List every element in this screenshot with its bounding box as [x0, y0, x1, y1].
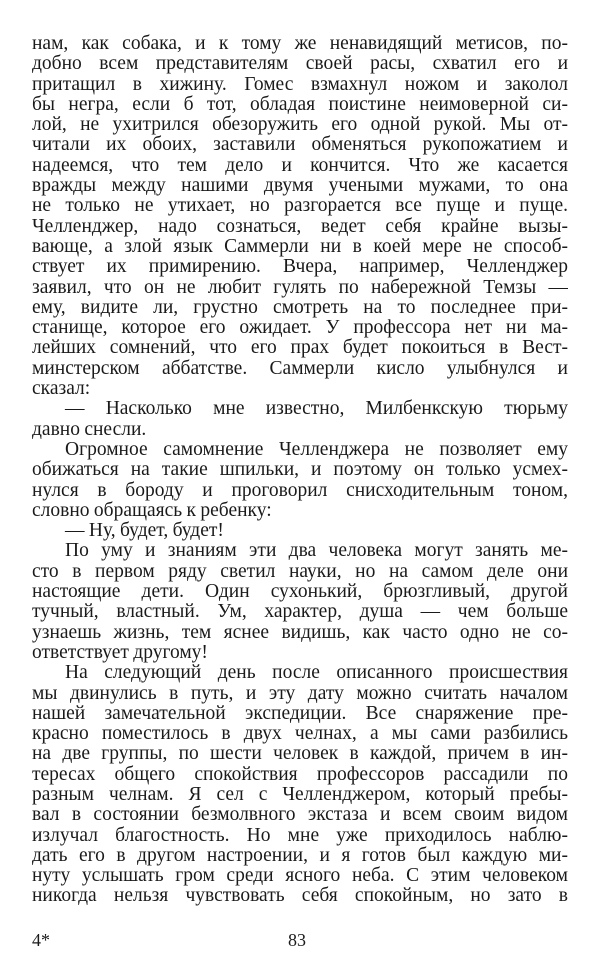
- book-page-text: [32, 34, 568, 907]
- text-line: обижаться на такие шпильки, и поэтому он только усмех-: [32, 460, 568, 481]
- text-line: притащил в хижину. Гомес взмахнул ножом и заколол: [32, 74, 568, 95]
- text-line: Челленджер, надо сознаться, ведет себя крайне вызы-: [32, 216, 568, 237]
- text-line: узнаешь жизнь, тем яснее видишь, как часто одно не со-: [32, 622, 568, 643]
- paragraph: [32, 440, 568, 521]
- page-number: 83: [288, 930, 306, 950]
- text-line: лейших сомнений, что его прах будет покоиться в Вест-: [32, 338, 568, 359]
- text-line: заявил, что он не любит гулять по набережной Темзы —: [32, 277, 568, 298]
- text-line: вражды между нашими двумя учеными мужами, то она: [32, 176, 568, 197]
- text-line: добно всем представителям своей расы, схватил его и: [32, 54, 568, 75]
- paragraph: [32, 663, 568, 907]
- text-line: никогда нельзя чувствовать себя спокойным, но зато в: [32, 886, 568, 907]
- text-line: красно поместилось в двух челнах, а мы сами разбились: [32, 724, 568, 745]
- text-line: вал в состоянии безмолвного экстаза и всем своим видом: [32, 805, 568, 826]
- text-line: сто в первом ряду светил науки, но на самом деле они: [32, 561, 568, 582]
- text-line: не только не утихает, но разгорается все пуще и пуще.: [32, 196, 568, 217]
- text-line: станище, которое его ожидает. У профессора нет ни ма-: [32, 318, 568, 339]
- text-line: дать его в другом настроении, и я готов был каждую ми-: [32, 845, 568, 866]
- text-line: По уму и знаниям эти два человека могут занять ме-: [65, 541, 568, 562]
- text-line: — Насколько мне известно, Милбенкскую тюрьму: [65, 399, 568, 420]
- text-line: сказал:: [32, 379, 91, 400]
- text-line: мы двинулись в путь, и эту дату можно считать началом: [32, 683, 568, 704]
- text-line: словно обращаясь к ребенку:: [32, 500, 272, 521]
- paragraph: [32, 521, 568, 541]
- text-line: минстерском аббатстве. Саммерли кисло улыбнулся и: [32, 358, 568, 379]
- text-line: нашей замечательной экспедиции. Все снаряжение пре-: [32, 703, 568, 724]
- text-line: нуту услышать гром среди ясного неба. С этим человеком: [32, 866, 568, 887]
- text-line: Огромное самомнение Челленджера не позволяет ему: [65, 439, 568, 460]
- text-line: на две группы, по шести человек в каждой, причем в ин-: [32, 744, 568, 765]
- text-line: тересах общего спокойствия профессоров рассадили по: [32, 764, 568, 785]
- text-line: разным челнам. Я сел с Челленджером, который пребы-: [32, 784, 568, 805]
- text-line: тучный, властный. Ум, характер, душа — чем больше: [32, 602, 568, 623]
- text-line: излучал благостность. Но мне уже приходилось наблю-: [32, 825, 568, 846]
- text-line: читали их обоих, заставили обменяться рукопожатием и: [32, 135, 568, 156]
- printer-signature-mark: 4*: [32, 930, 50, 950]
- text-line: давно снесли.: [32, 419, 147, 440]
- text-line: — Ну, будет, будет!: [65, 521, 224, 542]
- text-line: настоящие дети. Один сухонький, брюзгливый, другой: [32, 582, 568, 603]
- text-line: ответствует другому!: [32, 642, 208, 663]
- paragraph: [32, 34, 568, 399]
- text-line: нам, как собака, и к тому же ненавидящий метисов, по-: [32, 34, 568, 54]
- paragraph: [32, 541, 568, 663]
- text-line: бы негра, если б тот, обладая поистине неимоверной си-: [32, 94, 568, 115]
- text-line: нулся в бороду и проговорил снисходительным тоном,: [32, 480, 568, 501]
- text-line: На следующий день после описанного происшествия: [65, 663, 568, 684]
- text-line: ему, видите ли, грустно смотреть на то последнее при-: [32, 297, 568, 318]
- text-line: ствует их примирению. Вчера, например, Челленджер: [32, 257, 568, 278]
- paragraph: [32, 399, 568, 440]
- text-line: надеемся, что тем дело и кончится. Что же касается: [32, 155, 568, 176]
- text-line: вающе, а злой язык Саммерли ни в коей мере не способ-: [32, 236, 568, 257]
- text-line: лой, не ухитрился обезоружить его одной рукой. Мы от-: [32, 115, 568, 136]
